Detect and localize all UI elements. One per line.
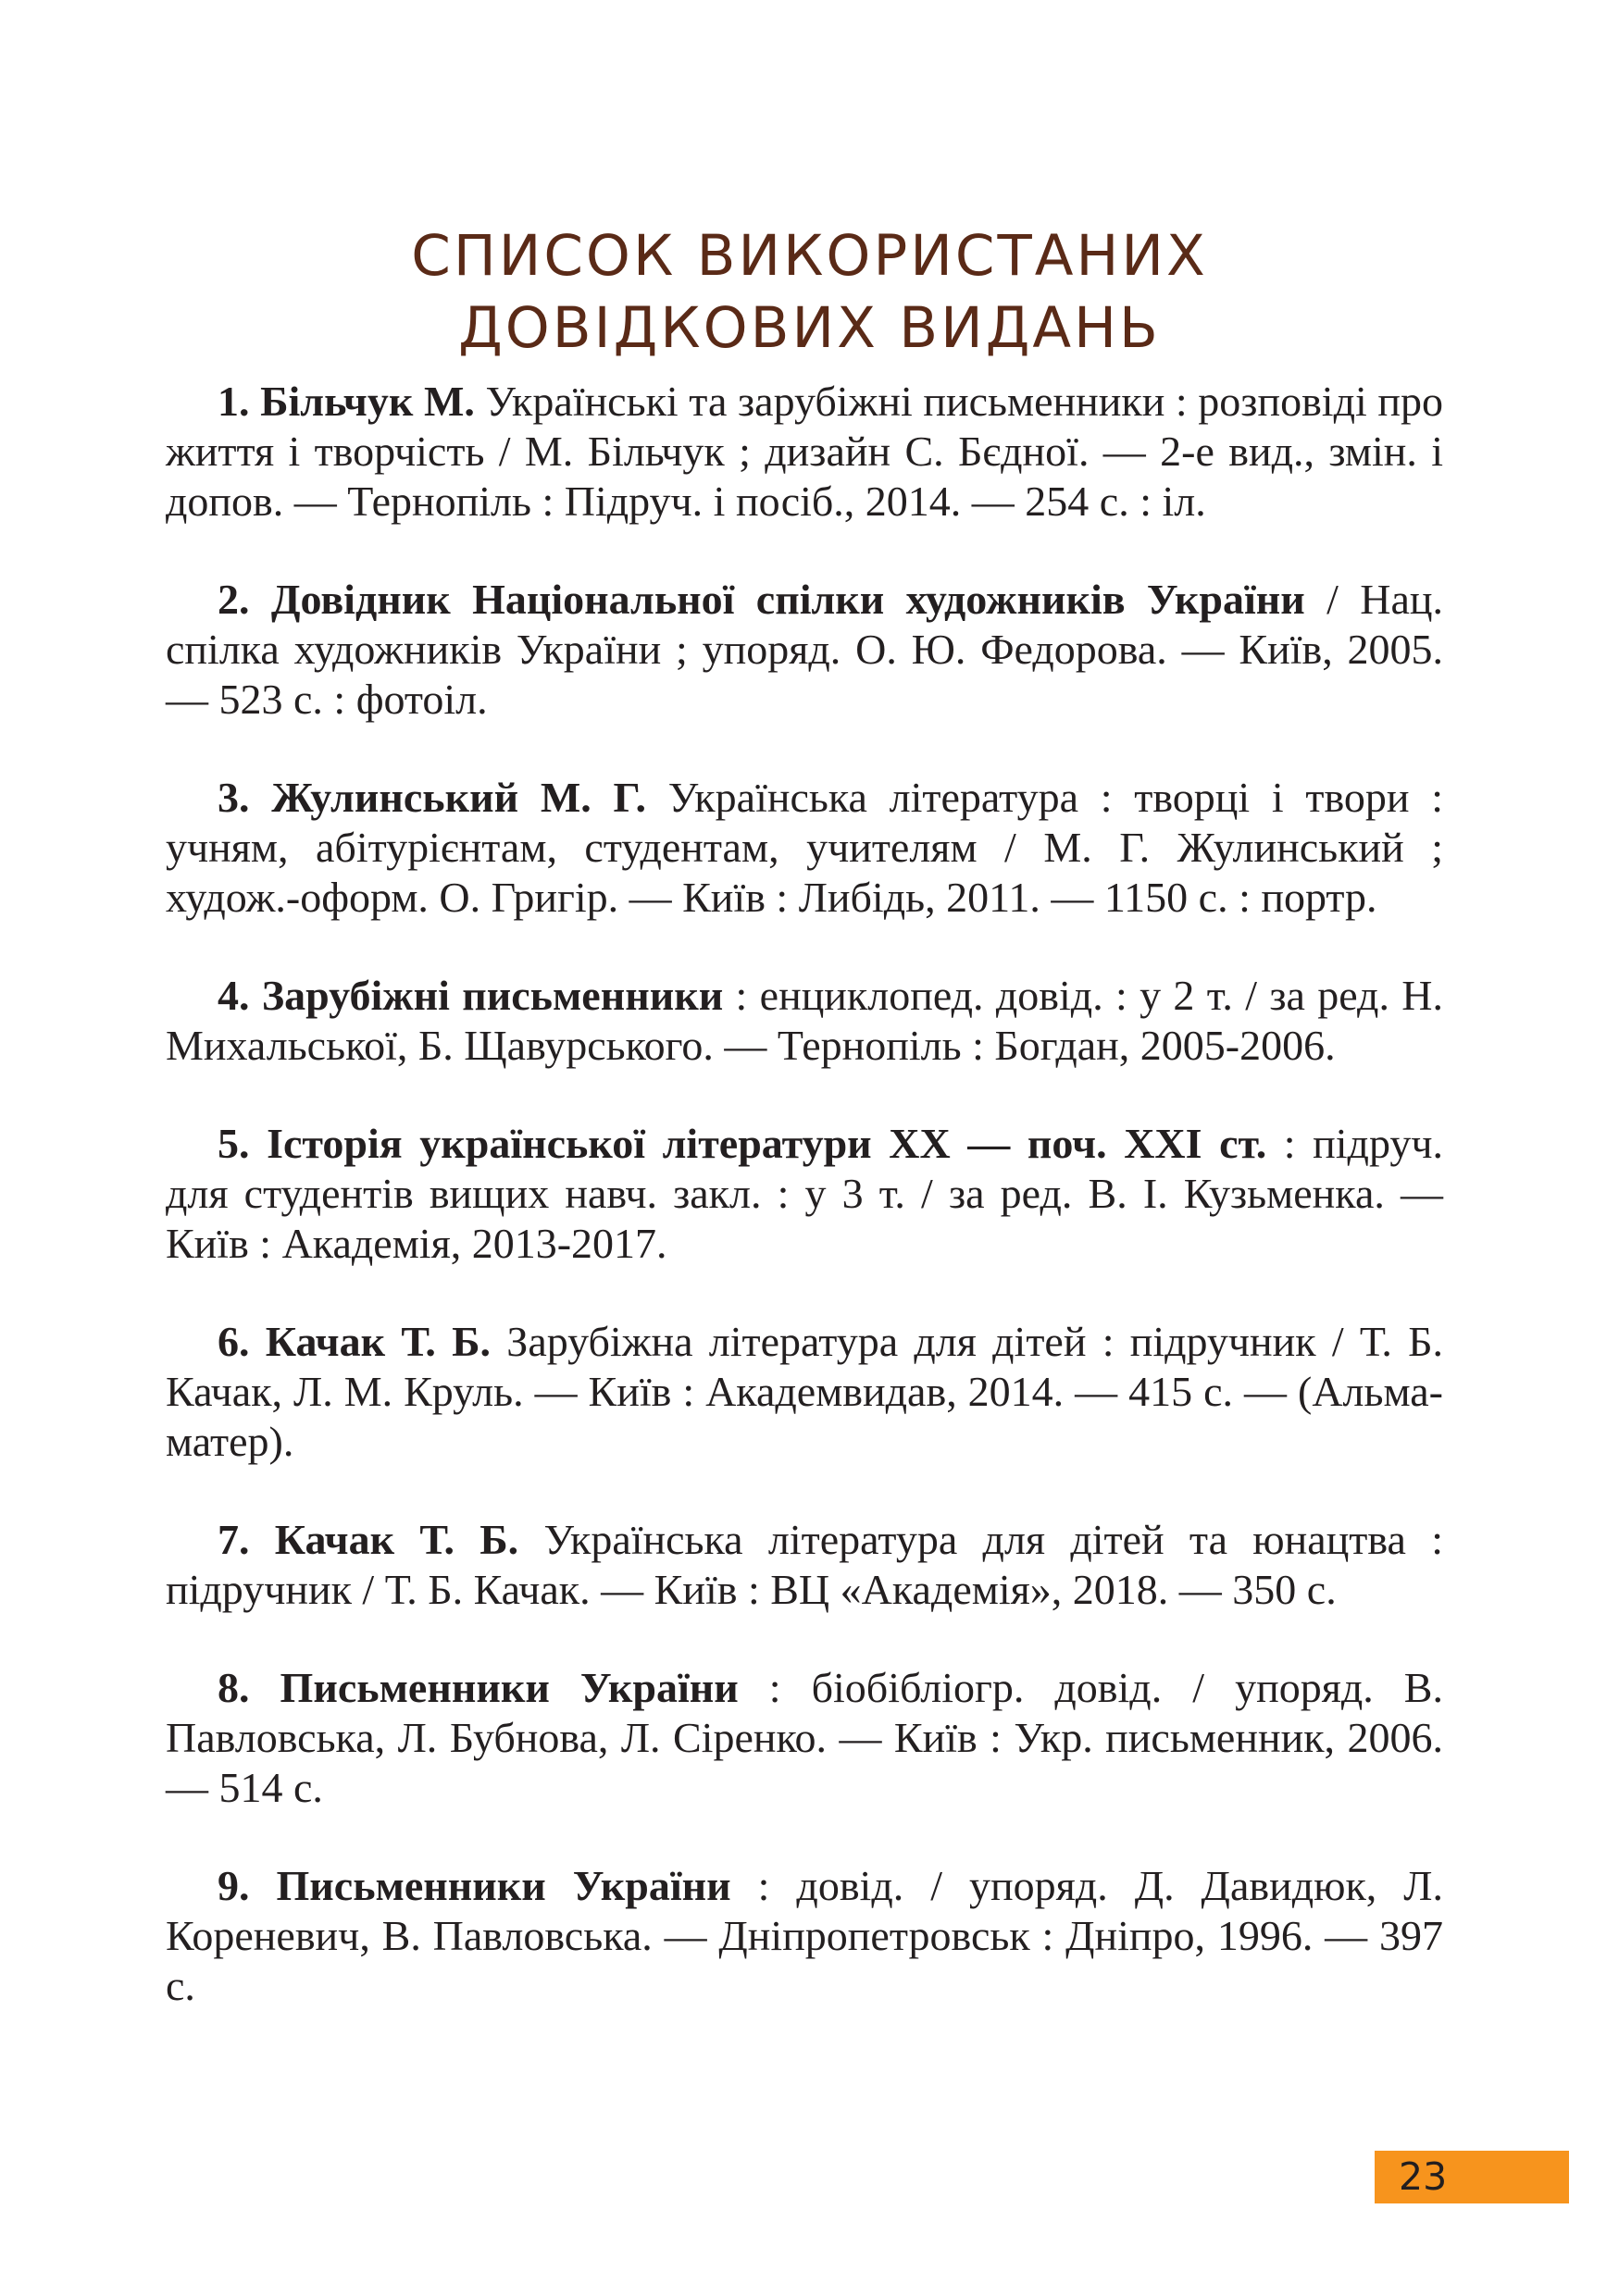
reference-author-6: 6. Качак Т. Б. xyxy=(218,1318,492,1365)
page-title-line-2: ДОВІДКОВИХ ВИДАНЬ xyxy=(458,295,1161,361)
reference-author-3: 3. Жулинський М. Г. xyxy=(218,774,647,821)
reference-details-1: Українські та зарубіжні письменники : розповіді про життя і творчість / М. Більчук ; дизайн С. Бєдної. — 2-е вид., змін. і допов. — Тернопіль : Підруч. і посіб., 2014. — 254 с. : іл. xyxy=(166,378,1443,525)
reference-details-4: : енциклопед. довід. : у 2 т. / за ред. Н. Михальської, Б. Щавурського. — Тернопіль : Богдан, 2005-2006. xyxy=(166,972,1443,1069)
reference-details-5: : підруч. для студентів вищих навч. закл. : у 3 т. / за ред. В. І. Кузьменка. — Київ : Академія, 2013-2017. xyxy=(166,1120,1443,1267)
reference-author-1: 1. Більчук М. xyxy=(218,378,475,425)
reference-author-5: 5. Історія української літератури XX — поч. XXI ст. xyxy=(218,1120,1267,1167)
reference-details-6: Зарубіжна література для дітей : підручник / Т. Б. Качак, Л. М. Круль. — Київ : Академвидав, 2014. — 415 с. — (Альма-матер). xyxy=(166,1318,1443,1465)
reference-item-9 xyxy=(166,1861,1443,2011)
page-number-box xyxy=(1375,2151,1569,2203)
reference-details-2: / Нац. спілка художників України ; упоряд. О. Ю. Федорова. — Київ, 2005. — 523 с. : фотоіл. xyxy=(166,576,1443,723)
reference-author-8: 8. Письменники України xyxy=(218,1664,739,1711)
reference-item-3 xyxy=(166,773,1443,923)
reference-author-9: 9. Письменники України xyxy=(218,1862,731,1909)
page-number: 23 xyxy=(1399,2154,1448,2199)
reference-item-1 xyxy=(166,377,1443,527)
reference-author-7: 7. Качак Т. Б. xyxy=(218,1516,519,1563)
reference-details-7: Українська література для дітей та юнацтва : підручник / Т. Б. Качак. — Київ : ВЦ «Академія», 2018. — 350 с. xyxy=(166,1516,1443,1613)
reference-item-6 xyxy=(166,1317,1443,1467)
reference-item-8 xyxy=(166,1663,1443,1813)
reference-details-9: : довід. / упоряд. Д. Давидюк, Л. Кореневич, В. Павловська. — Дніпропетровськ : Дніпро, 1996. — 397 с. xyxy=(166,1862,1444,2009)
reference-details-3: Українська література : творці і твори : учням, абітурієнтам, студентам, учителям / М. Г. Жулинський ; худож.-оформ. О. Григір. — Київ : Либідь, 2011. — 1150 с. : портр. xyxy=(166,774,1444,921)
reference-details-8: : біобібліогр. довід. / упоряд. В. Павловська, Л. Бубнова, Л. Сіренко. — Київ : Укр. письменник, 2006. — 514 с. xyxy=(166,1664,1443,1811)
reference-item-5 xyxy=(166,1119,1443,1269)
reference-list xyxy=(166,377,1443,2059)
reference-author-2: 2. Довідник Національної спілки художників України xyxy=(218,576,1305,623)
page-title-line-1: СПИСОК ВИКОРИСТАНИХ xyxy=(411,223,1208,289)
page-title xyxy=(0,220,1619,365)
reference-author-4: 4. Зарубіжні письменники xyxy=(218,972,724,1019)
reference-item-4 xyxy=(166,971,1443,1071)
reference-item-7 xyxy=(166,1515,1443,1615)
reference-item-2 xyxy=(166,575,1443,725)
